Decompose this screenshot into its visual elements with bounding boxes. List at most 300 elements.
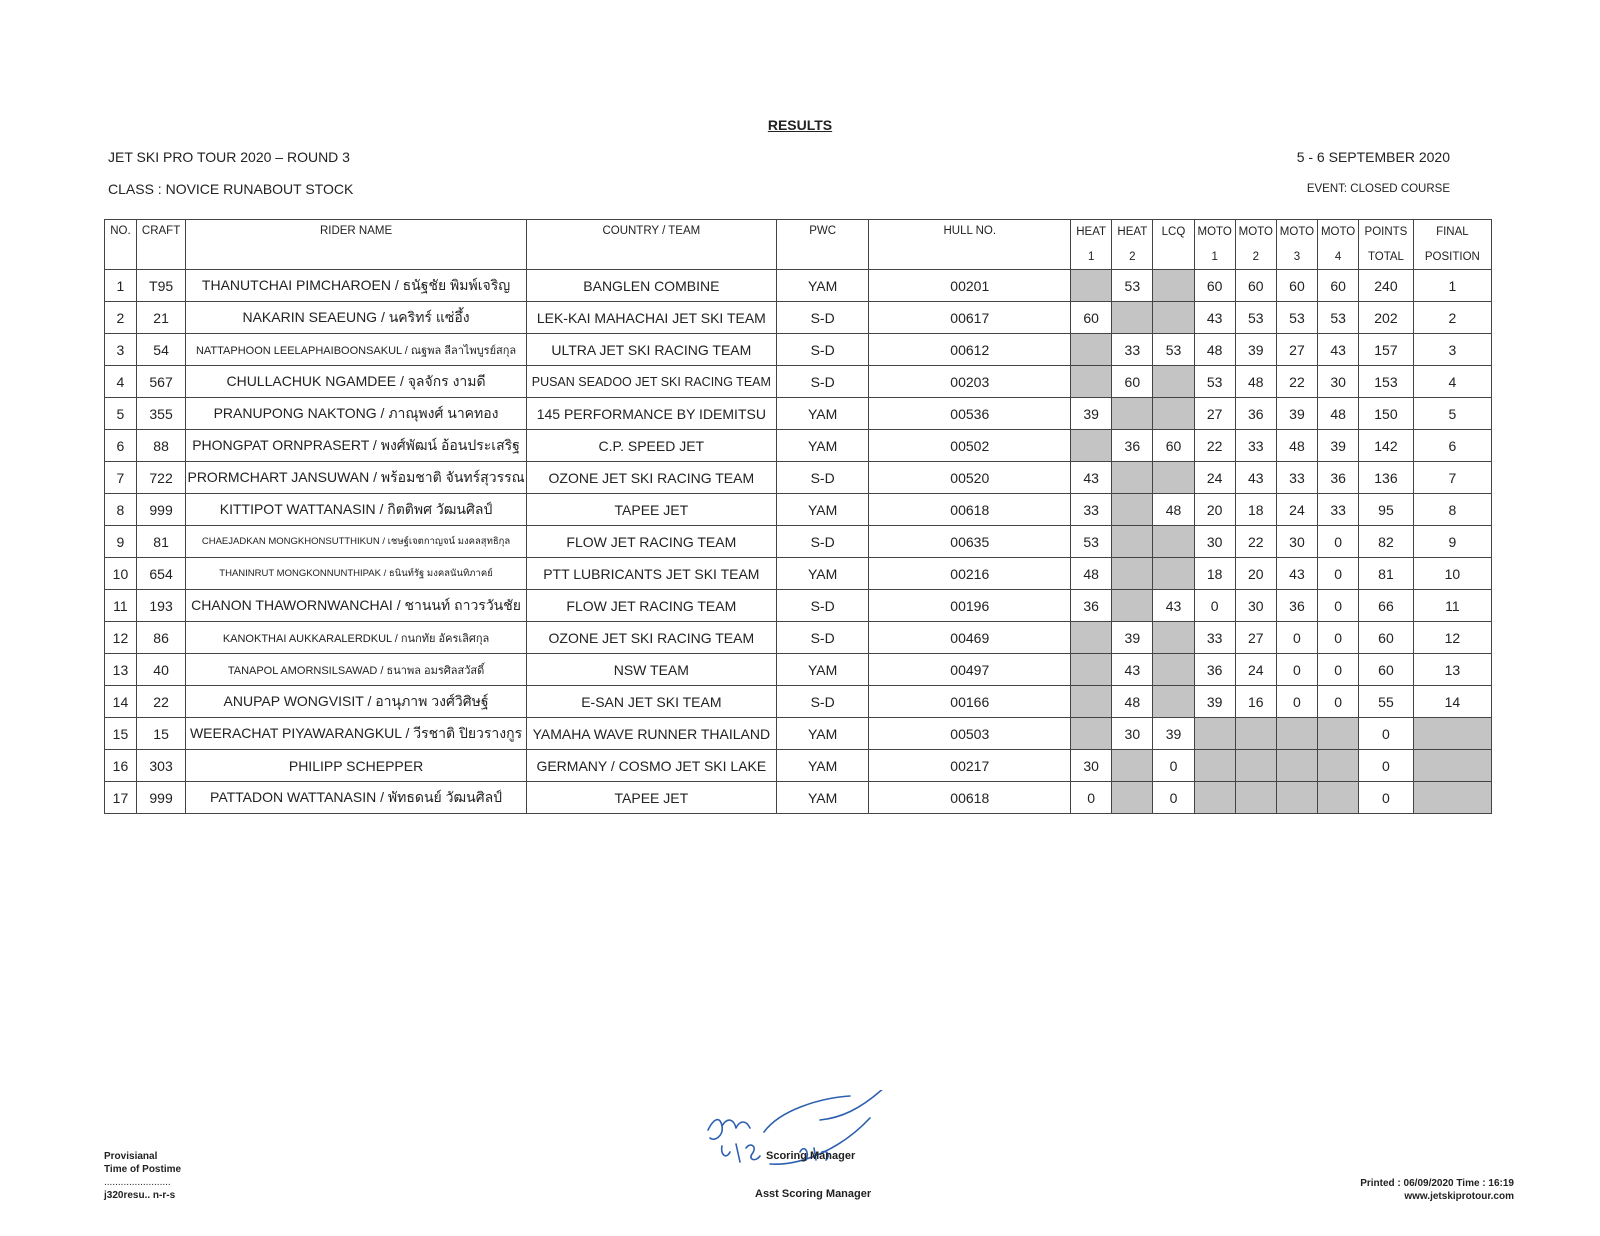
cell-pwc: YAM: [776, 654, 869, 686]
cell-hull: 00217: [869, 750, 1071, 782]
table-row: [105, 430, 1492, 462]
cell-no: 13: [105, 654, 137, 686]
cell-moto3: [1276, 782, 1317, 814]
cell-heat1: 36: [1071, 590, 1112, 622]
cell-team: FLOW JET RACING TEAM: [526, 590, 776, 622]
cell-heat1: [1071, 622, 1112, 654]
cell-pwc: YAM: [776, 430, 869, 462]
cell-final: [1413, 718, 1491, 750]
cell-team: FLOW JET RACING TEAM: [526, 526, 776, 558]
col-lcq-blank: [1153, 244, 1194, 270]
asst-scoring-manager-label: Asst Scoring Manager: [755, 1188, 872, 1200]
cell-moto1: [1194, 718, 1235, 750]
cell-rider: WEERACHAT PIYAWARANGKUL / วีรชาติ ปิยวรางกูร: [186, 718, 527, 750]
cell-heat1: [1071, 718, 1112, 750]
cell-points: 82: [1359, 526, 1414, 558]
cell-team: LEK-KAI MAHACHAI JET SKI TEAM: [526, 302, 776, 334]
cell-moto3: 30: [1276, 526, 1317, 558]
cell-moto4: 0: [1318, 654, 1359, 686]
cell-moto2: 39: [1235, 334, 1276, 366]
col-moto1-num: 1: [1194, 244, 1235, 270]
cell-team: 145 PERFORMANCE BY IDEMITSU: [526, 398, 776, 430]
cell-team: PTT LUBRICANTS JET SKI TEAM: [526, 558, 776, 590]
cell-team: OZONE JET SKI RACING TEAM: [526, 622, 776, 654]
cell-moto4: 0: [1318, 590, 1359, 622]
cell-team: GERMANY / COSMO JET SKI LAKE: [526, 750, 776, 782]
cell-final: 5: [1413, 398, 1491, 430]
cell-points: 136: [1359, 462, 1414, 494]
cell-moto4: [1318, 782, 1359, 814]
col-points-total: TOTAL: [1359, 244, 1414, 270]
col-final-position: POSITION: [1413, 244, 1491, 270]
cell-moto4: 0: [1318, 526, 1359, 558]
cell-no: 4: [105, 366, 137, 398]
cell-final: 1: [1413, 270, 1491, 302]
cell-lcq: [1153, 654, 1194, 686]
cell-heat1: [1071, 366, 1112, 398]
footer-left: [104, 1150, 181, 1202]
cell-heat2: [1112, 526, 1153, 558]
cell-moto1: 22: [1194, 430, 1235, 462]
table-row: [105, 302, 1492, 334]
cell-moto3: 33: [1276, 462, 1317, 494]
cell-team: BANGLEN COMBINE: [526, 270, 776, 302]
cell-heat1: 48: [1071, 558, 1112, 590]
cell-pwc: YAM: [776, 750, 869, 782]
cell-craft: 81: [136, 526, 185, 558]
cell-pwc: S-D: [776, 526, 869, 558]
cell-lcq: [1153, 558, 1194, 590]
cell-rider: CHULLACHUK NGAMDEE / จุลจักร งามดี: [186, 366, 527, 398]
cell-heat1: [1071, 654, 1112, 686]
cell-moto2: 48: [1235, 366, 1276, 398]
col-moto4: MOTO: [1318, 220, 1359, 245]
table-row: [105, 270, 1492, 302]
cell-moto1: 20: [1194, 494, 1235, 526]
cell-lcq: 39: [1153, 718, 1194, 750]
cell-craft: 355: [136, 398, 185, 430]
cell-moto4: 43: [1318, 334, 1359, 366]
cell-lcq: 48: [1153, 494, 1194, 526]
cell-hull: 00635: [869, 526, 1071, 558]
cell-craft: 54: [136, 334, 185, 366]
cell-lcq: [1153, 398, 1194, 430]
cell-moto2: 33: [1235, 430, 1276, 462]
cell-hull: 00617: [869, 302, 1071, 334]
table-row: [105, 462, 1492, 494]
cell-heat2: [1112, 398, 1153, 430]
cell-lcq: [1153, 302, 1194, 334]
event-date: 5 - 6 SEPTEMBER 2020: [1296, 149, 1450, 165]
cell-pwc: YAM: [776, 558, 869, 590]
cell-moto3: 22: [1276, 366, 1317, 398]
col-points: POINTS: [1359, 220, 1414, 245]
cell-moto3: 43: [1276, 558, 1317, 590]
cell-moto4: 33: [1318, 494, 1359, 526]
cell-no: 8: [105, 494, 137, 526]
signature-image: [700, 1090, 910, 1200]
cell-lcq: 0: [1153, 782, 1194, 814]
cell-moto4: 0: [1318, 558, 1359, 590]
cell-final: [1413, 750, 1491, 782]
cell-craft: 722: [136, 462, 185, 494]
cell-no: 11: [105, 590, 137, 622]
cell-pwc: S-D: [776, 334, 869, 366]
cell-hull: 00497: [869, 654, 1071, 686]
cell-points: 81: [1359, 558, 1414, 590]
table-row: [105, 366, 1492, 398]
cell-team: C.P. SPEED JET: [526, 430, 776, 462]
cell-pwc: YAM: [776, 782, 869, 814]
website-link: www.jetskiprotour.com: [1404, 1191, 1514, 1202]
cell-lcq: 43: [1153, 590, 1194, 622]
cell-heat2: [1112, 782, 1153, 814]
col-rider-name: RIDER NAME: [186, 220, 527, 270]
cell-points: 0: [1359, 782, 1414, 814]
cell-rider: NATTAPHOON LEELAPHAIBOONSAKUL / ณฐพล ลีลาไพบูรย์สกุล: [186, 334, 527, 366]
cell-moto3: [1276, 750, 1317, 782]
file-reference: j320resu.. n-r-s: [104, 1190, 176, 1201]
cell-points: 0: [1359, 750, 1414, 782]
cell-hull: 00612: [869, 334, 1071, 366]
cell-heat2: [1112, 750, 1153, 782]
cell-team: YAMAHA WAVE RUNNER THAILAND: [526, 718, 776, 750]
cell-moto2: 20: [1235, 558, 1276, 590]
cell-hull: 00618: [869, 494, 1071, 526]
cell-lcq: 0: [1153, 750, 1194, 782]
cell-rider: PHILIPP SCHEPPER: [186, 750, 527, 782]
cell-moto1: 33: [1194, 622, 1235, 654]
col-moto3: MOTO: [1276, 220, 1317, 245]
cell-moto2: 43: [1235, 462, 1276, 494]
table-row: [105, 750, 1492, 782]
cell-craft: 15: [136, 718, 185, 750]
cell-no: 9: [105, 526, 137, 558]
cell-moto1: 53: [1194, 366, 1235, 398]
cell-heat1: 53: [1071, 526, 1112, 558]
cell-final: 7: [1413, 462, 1491, 494]
cell-lcq: [1153, 462, 1194, 494]
cell-moto4: 60: [1318, 270, 1359, 302]
col-moto4-num: 4: [1318, 244, 1359, 270]
cell-pwc: S-D: [776, 686, 869, 718]
postime-dots: ........................: [104, 1177, 171, 1188]
cell-moto2: 53: [1235, 302, 1276, 334]
cell-heat2: 39: [1112, 622, 1153, 654]
cell-moto2: 18: [1235, 494, 1276, 526]
cell-final: 8: [1413, 494, 1491, 526]
table-row: [105, 526, 1492, 558]
cell-hull: 00196: [869, 590, 1071, 622]
event-type: EVENT: CLOSED COURSE: [1306, 183, 1450, 195]
cell-craft: 21: [136, 302, 185, 334]
cell-craft: 999: [136, 494, 185, 526]
cell-moto1: 18: [1194, 558, 1235, 590]
cell-moto2: 36: [1235, 398, 1276, 430]
cell-hull: 00520: [869, 462, 1071, 494]
cell-heat2: [1112, 494, 1153, 526]
cell-heat1: [1071, 334, 1112, 366]
col-craft: CRAFT: [136, 220, 185, 270]
cell-team: TAPEE JET: [526, 782, 776, 814]
cell-moto4: [1318, 718, 1359, 750]
cell-moto3: 48: [1276, 430, 1317, 462]
cell-no: 15: [105, 718, 137, 750]
printed-timestamp: Printed : 06/09/2020 Time : 16:19: [1360, 1178, 1514, 1189]
cell-rider: PATTADON WATTANASIN / พัทธดนย์ วัฒนศิลป์: [186, 782, 527, 814]
cell-moto3: 0: [1276, 686, 1317, 718]
cell-craft: 567: [136, 366, 185, 398]
cell-heat2: 60: [1112, 366, 1153, 398]
cell-team: E-SAN JET SKI TEAM: [526, 686, 776, 718]
cell-rider: ANUPAP WONGVISIT / อานุภาพ วงศ์วิศิษฐ์: [186, 686, 527, 718]
cell-moto2: 60: [1235, 270, 1276, 302]
scoring-manager-label: Scoring Manager: [766, 1150, 856, 1162]
cell-rider: PRANUPONG NAKTONG / ภาณุพงศ์ นาคทอง: [186, 398, 527, 430]
cell-pwc: S-D: [776, 366, 869, 398]
cell-hull: 00502: [869, 430, 1071, 462]
cell-moto1: 24: [1194, 462, 1235, 494]
cell-lcq: 53: [1153, 334, 1194, 366]
cell-moto1: 60: [1194, 270, 1235, 302]
cell-heat1: 39: [1071, 398, 1112, 430]
cell-lcq: 60: [1153, 430, 1194, 462]
cell-heat2: [1112, 302, 1153, 334]
cell-points: 0: [1359, 718, 1414, 750]
cell-heat2: [1112, 558, 1153, 590]
cell-heat2: 48: [1112, 686, 1153, 718]
col-heat1: HEAT: [1071, 220, 1112, 245]
cell-heat1: [1071, 686, 1112, 718]
cell-craft: 40: [136, 654, 185, 686]
cell-moto3: 27: [1276, 334, 1317, 366]
cell-points: 55: [1359, 686, 1414, 718]
cell-points: 142: [1359, 430, 1414, 462]
cell-team: NSW TEAM: [526, 654, 776, 686]
cell-craft: 193: [136, 590, 185, 622]
event-name: JET SKI PRO TOUR 2020 – ROUND 3: [108, 149, 350, 165]
cell-moto4: 53: [1318, 302, 1359, 334]
cell-final: 13: [1413, 654, 1491, 686]
col-moto3-num: 3: [1276, 244, 1317, 270]
cell-lcq: [1153, 270, 1194, 302]
table-row: [105, 654, 1492, 686]
cell-heat1: [1071, 430, 1112, 462]
cell-final: 12: [1413, 622, 1491, 654]
cell-rider: THANUTCHAI PIMCHAROEN / ธนัฐชัย พิมพ์เจริญ: [186, 270, 527, 302]
cell-pwc: YAM: [776, 270, 869, 302]
cell-moto2: [1235, 782, 1276, 814]
cell-team: PUSAN SEADOO JET SKI RACING TEAM: [526, 366, 776, 398]
cell-moto1: [1194, 782, 1235, 814]
cell-pwc: S-D: [776, 462, 869, 494]
cell-craft: 88: [136, 430, 185, 462]
cell-rider: THANINRUT MONGKONNUNTHIPAK / ธนินท์รัฐ มงคลนันทิภาคย์: [186, 558, 527, 590]
cell-rider: NAKARIN SEAEUNG / นคริทร์ แซ่อึ้ง: [186, 302, 527, 334]
cell-no: 6: [105, 430, 137, 462]
cell-heat2: 36: [1112, 430, 1153, 462]
cell-hull: 00469: [869, 622, 1071, 654]
cell-moto2: 27: [1235, 622, 1276, 654]
cell-rider: PHONGPAT ORNPRASERT / พงศ์พัฒน์ อ้อนประเสริฐ: [186, 430, 527, 462]
cell-hull: 00203: [869, 366, 1071, 398]
cell-pwc: YAM: [776, 494, 869, 526]
cell-points: 66: [1359, 590, 1414, 622]
cell-hull: 00536: [869, 398, 1071, 430]
col-heat1-num: 1: [1071, 244, 1112, 270]
cell-final: 14: [1413, 686, 1491, 718]
cell-heat2: 33: [1112, 334, 1153, 366]
cell-team: OZONE JET SKI RACING TEAM: [526, 462, 776, 494]
cell-moto2: [1235, 750, 1276, 782]
cell-final: 4: [1413, 366, 1491, 398]
cell-final: 6: [1413, 430, 1491, 462]
table-row: [105, 782, 1492, 814]
cell-pwc: S-D: [776, 302, 869, 334]
cell-moto2: 24: [1235, 654, 1276, 686]
cell-moto4: 48: [1318, 398, 1359, 430]
cell-heat1: 60: [1071, 302, 1112, 334]
cell-moto3: [1276, 718, 1317, 750]
cell-moto1: 0: [1194, 590, 1235, 622]
cell-moto4: 0: [1318, 686, 1359, 718]
col-no: NO.: [105, 220, 137, 270]
cell-heat2: 43: [1112, 654, 1153, 686]
col-heat2-num: 2: [1112, 244, 1153, 270]
cell-no: 7: [105, 462, 137, 494]
cell-moto1: 30: [1194, 526, 1235, 558]
cell-moto3: 39: [1276, 398, 1317, 430]
results-table: [104, 219, 1492, 814]
cell-moto4: 39: [1318, 430, 1359, 462]
col-lcq: LCQ: [1153, 220, 1194, 245]
cell-no: 16: [105, 750, 137, 782]
cell-lcq: [1153, 622, 1194, 654]
col-hull-no: HULL NO.: [869, 220, 1071, 270]
cell-moto3: 53: [1276, 302, 1317, 334]
cell-points: 60: [1359, 622, 1414, 654]
cell-rider: KITTIPOT WATTANASIN / กิตติพศ วัฒนศิลป์: [186, 494, 527, 526]
cell-moto2: [1235, 718, 1276, 750]
cell-no: 10: [105, 558, 137, 590]
cell-points: 153: [1359, 366, 1414, 398]
cell-heat1: 0: [1071, 782, 1112, 814]
cell-moto3: 60: [1276, 270, 1317, 302]
cell-rider: CHAEJADKAN MONGKHONSUTTHIKUN / เชษฐ์เจตกาญจน์ มงคลสุทธิกุล: [186, 526, 527, 558]
cell-team: TAPEE JET: [526, 494, 776, 526]
results-body: [105, 270, 1492, 814]
cell-moto1: 39: [1194, 686, 1235, 718]
cell-points: 240: [1359, 270, 1414, 302]
cell-heat2: [1112, 590, 1153, 622]
table-row: [105, 494, 1492, 526]
cell-moto2: 16: [1235, 686, 1276, 718]
col-moto1: MOTO: [1194, 220, 1235, 245]
footer-right: [1360, 1177, 1514, 1203]
cell-moto1: 48: [1194, 334, 1235, 366]
cell-moto1: 43: [1194, 302, 1235, 334]
cell-craft: 654: [136, 558, 185, 590]
cell-craft: 22: [136, 686, 185, 718]
cell-hull: 00166: [869, 686, 1071, 718]
cell-moto1: [1194, 750, 1235, 782]
cell-no: 12: [105, 622, 137, 654]
cell-hull: 00201: [869, 270, 1071, 302]
cell-heat2: [1112, 462, 1153, 494]
cell-heat1: 43: [1071, 462, 1112, 494]
cell-heat1: 30: [1071, 750, 1112, 782]
cell-no: 14: [105, 686, 137, 718]
cell-rider: KANOKTHAI AUKKARALERDKUL / กนกทัย อัครเลิศกุล: [186, 622, 527, 654]
cell-moto3: 0: [1276, 622, 1317, 654]
cell-moto3: 24: [1276, 494, 1317, 526]
cell-pwc: S-D: [776, 622, 869, 654]
cell-heat2: 30: [1112, 718, 1153, 750]
col-country-team: COUNTRY / TEAM: [526, 220, 776, 270]
cell-final: 10: [1413, 558, 1491, 590]
cell-moto4: [1318, 750, 1359, 782]
cell-no: 3: [105, 334, 137, 366]
cell-moto4: 30: [1318, 366, 1359, 398]
table-row: [105, 590, 1492, 622]
cell-no: 1: [105, 270, 137, 302]
cell-final: 3: [1413, 334, 1491, 366]
cell-team: ULTRA JET SKI RACING TEAM: [526, 334, 776, 366]
cell-no: 2: [105, 302, 137, 334]
cell-moto3: 36: [1276, 590, 1317, 622]
col-pwc: PWC: [776, 220, 869, 270]
cell-pwc: YAM: [776, 718, 869, 750]
cell-moto1: 27: [1194, 398, 1235, 430]
cell-craft: T95: [136, 270, 185, 302]
cell-lcq: [1153, 366, 1194, 398]
cell-points: 95: [1359, 494, 1414, 526]
cell-no: 5: [105, 398, 137, 430]
cell-rider: CHANON THAWORNWANCHAI / ชานนท์ ถาวรวันชัย: [186, 590, 527, 622]
cell-final: 11: [1413, 590, 1491, 622]
cell-final: 9: [1413, 526, 1491, 558]
cell-hull: 00503: [869, 718, 1071, 750]
table-row: [105, 334, 1492, 366]
page-title: RESULTS: [767, 117, 833, 133]
time-of-postime-label: Time of Postime: [104, 1164, 182, 1175]
cell-points: 157: [1359, 334, 1414, 366]
cell-points: 202: [1359, 302, 1414, 334]
cell-moto2: 22: [1235, 526, 1276, 558]
cell-moto4: 36: [1318, 462, 1359, 494]
table-row: [105, 558, 1492, 590]
cell-hull: 00618: [869, 782, 1071, 814]
cell-moto4: 0: [1318, 622, 1359, 654]
cell-final: [1413, 782, 1491, 814]
cell-final: 2: [1413, 302, 1491, 334]
cell-craft: 86: [136, 622, 185, 654]
table-row: [105, 622, 1492, 654]
table-row: [105, 398, 1492, 430]
col-final: FINAL: [1413, 220, 1491, 245]
cell-heat2: 53: [1112, 270, 1153, 302]
cell-craft: 999: [136, 782, 185, 814]
race-class: CLASS : NOVICE RUNABOUT STOCK: [108, 181, 354, 197]
cell-no: 17: [105, 782, 137, 814]
cell-moto3: 0: [1276, 654, 1317, 686]
col-moto2: MOTO: [1235, 220, 1276, 245]
cell-points: 150: [1359, 398, 1414, 430]
col-moto2-num: 2: [1235, 244, 1276, 270]
cell-heat1: 33: [1071, 494, 1112, 526]
cell-lcq: [1153, 526, 1194, 558]
table-row: [105, 718, 1492, 750]
